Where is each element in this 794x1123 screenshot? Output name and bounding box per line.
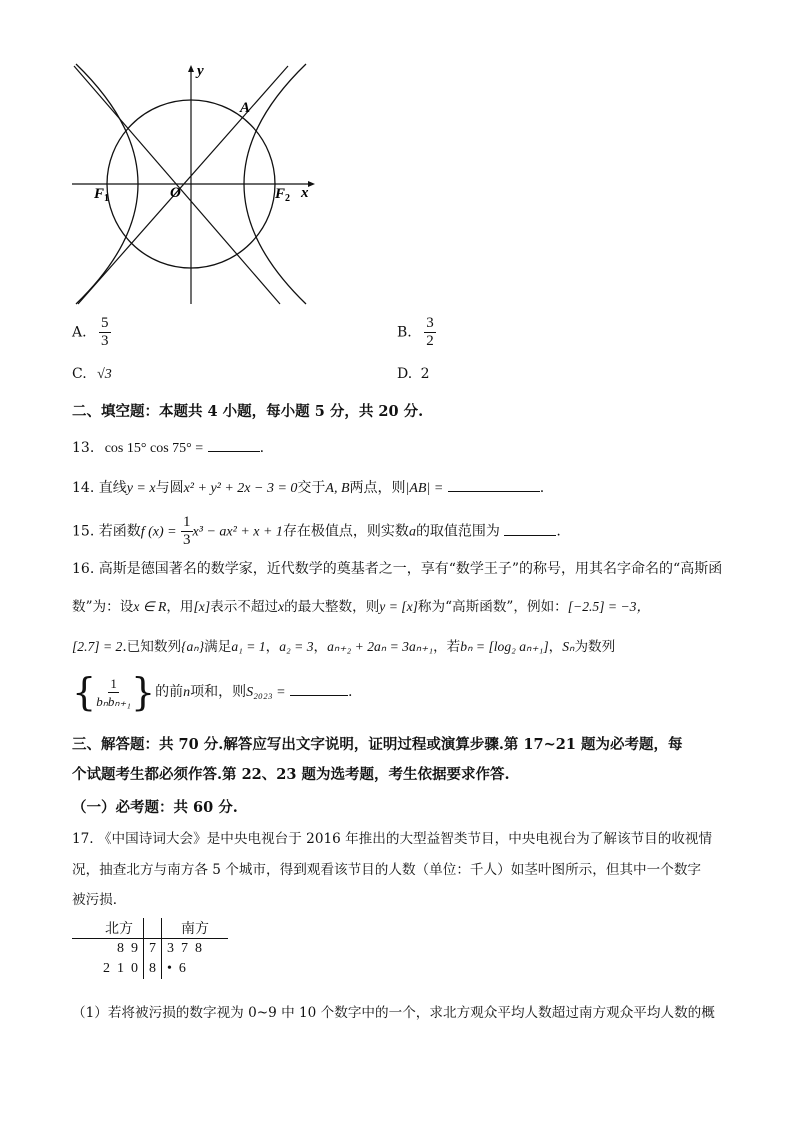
stem-leaf-plot xyxy=(72,918,228,979)
q16-fraction xyxy=(96,675,131,710)
q16-line2b: x ∈ R xyxy=(133,599,167,614)
q16-right-brace: } xyxy=(130,670,156,714)
q15-answer-blank[interactable] xyxy=(504,521,556,536)
q14-text4: 两点，则 xyxy=(349,480,406,496)
q16-line4b: n xyxy=(183,685,191,700)
q15-text2: 存在极值点，则实数 xyxy=(282,523,409,540)
row1-north: 8 9 xyxy=(117,941,138,956)
q16-line2d: [x] xyxy=(193,599,211,614)
option-d-label: D. xyxy=(397,366,413,382)
option-c-value: √3 xyxy=(97,367,112,382)
q16-line1-text: 高斯是德国著名的数学家，近代数学的奠基者之一，享有“数学王子”的称号，用其名字命名的“高斯函 xyxy=(98,561,723,577)
row2-north: 2 1 0 xyxy=(103,961,138,976)
option-a-fraction xyxy=(99,315,111,350)
q16-line3j: ，若 xyxy=(433,639,461,655)
q16-line2i: 称为“高斯函数”，例如： xyxy=(417,599,568,615)
f1-label: $F_1$ xyxy=(94,186,110,204)
q16-line4 xyxy=(72,670,353,714)
q15-fraction xyxy=(181,514,193,549)
option-b-label: B. xyxy=(397,324,412,341)
option-b-num: 3 xyxy=(426,315,434,331)
question-14 xyxy=(72,477,544,499)
q16-line2h: y = [x] xyxy=(379,599,418,614)
q14-line: y = x xyxy=(126,481,156,496)
q13-number: 13. xyxy=(72,440,95,456)
q16-line3a: [2.7] = 2 xyxy=(72,639,123,654)
option-c-label: C. xyxy=(72,366,87,382)
q16-line3h: ， xyxy=(313,639,328,655)
q15-expr: x³ − ax² + x + 1 xyxy=(192,524,283,540)
q14-text3: 交于 xyxy=(297,480,326,496)
q16-line3e: a₁ = 1 xyxy=(231,639,266,654)
q15-text1: 若函数 xyxy=(98,523,141,540)
option-c[interactable] xyxy=(72,364,112,385)
hyperbola-diagram xyxy=(70,60,320,310)
q14-text2: 与圆 xyxy=(155,480,184,496)
q16-line3m: Sₙ xyxy=(562,639,575,654)
option-d[interactable] xyxy=(397,364,430,384)
row2-stem: 8 xyxy=(144,959,162,979)
q15-num: 1 xyxy=(183,514,191,530)
x-label: x xyxy=(301,185,309,201)
stem-leaf-row xyxy=(72,939,228,960)
y-label: y xyxy=(197,63,204,79)
header-stem xyxy=(144,918,162,939)
option-b-den: 2 xyxy=(426,333,434,349)
q16-line4d: S₂₀₂₃ = xyxy=(246,685,286,700)
q17-part1: （1）若将被污损的数字视为 0~9 中 10 个数字中的一个，求北方观众平均人数超过南方观众平均人数的概 xyxy=(72,1005,715,1021)
section3-heading-line1: 三、解答题：共 70 分.解答应写出文字说明，证明过程或演算步骤.第 17~21 题为必考题，每 xyxy=(72,736,683,753)
q16-line3k: bₙ = [log₂ aₙ₊₁] xyxy=(460,639,549,654)
option-a-label: A. xyxy=(72,324,87,341)
q16-line3f: ， xyxy=(265,639,280,655)
header-south: 南方 xyxy=(162,918,229,939)
q13-expr: cos 15° cos 75° = xyxy=(104,441,204,456)
q14-number: 14. xyxy=(72,480,95,496)
q15-text3: 的取值范围为 xyxy=(415,523,500,540)
q14-circle: x² + y² + 2x − 3 = 0 xyxy=(183,481,298,496)
q14-answer-blank[interactable] xyxy=(448,477,540,492)
question-13 xyxy=(72,437,264,459)
q16-line3d: 满足 xyxy=(204,639,232,655)
q16-line2e: 表示不超过 xyxy=(210,599,279,615)
q14-points: A, B xyxy=(325,481,350,496)
question-15 xyxy=(72,514,561,549)
q17-line1: 17. 《中国诗词大会》是中央电视台于 2016 年推出的大型益智类节目，中央电视台为了解该节目的收视情 xyxy=(72,831,713,847)
q14-ab: |AB| = xyxy=(405,481,444,496)
section3-heading-line2: 个试题考生都必须作答.第 22、23 题为选考题，考生依据要求作答. xyxy=(72,766,510,783)
option-d-value: 2 xyxy=(420,366,430,382)
q16-line3c: {aₙ} xyxy=(181,639,205,654)
section2-heading: 二、填空题：本题共 4 小题，每小题 5 分，共 20 分. xyxy=(72,403,424,420)
q16-line2 xyxy=(72,597,650,617)
q16-line2g: 的最大整数，则 xyxy=(284,599,380,615)
x-axis-arrow xyxy=(308,181,315,187)
q16-line4c: 项和，则 xyxy=(190,684,247,700)
option-b-fraction xyxy=(424,315,436,350)
q16-line3n: 为数列 xyxy=(574,639,616,655)
q15-fx: f (x) = xyxy=(140,524,177,540)
option-b[interactable] xyxy=(397,315,436,350)
stem-leaf-row xyxy=(72,959,228,979)
option-a[interactable] xyxy=(72,315,111,350)
q16-line2f: x xyxy=(278,599,285,614)
q16-frac-num: 1 xyxy=(110,675,117,691)
q15-number: 15. xyxy=(72,523,95,540)
q17-line3: 被污损． xyxy=(72,892,127,908)
q15-end: . xyxy=(556,523,561,540)
option-a-den: 3 xyxy=(101,333,109,349)
q13-answer-blank[interactable] xyxy=(208,437,260,452)
q16-line3g: a₂ = 3 xyxy=(279,639,314,654)
q16-line2j: [−2.5] = −3， xyxy=(567,599,651,614)
stem-leaf-header xyxy=(72,918,228,939)
q16-frac-den: bₙbₙ₊₁ xyxy=(96,693,131,709)
q15-den: 3 xyxy=(183,532,191,548)
q17-line2: 况，抽查北方与南方各 5 个城市，得到观看该节目的人数（单位：千人）如茎叶图所示，但其中一个数字 xyxy=(72,862,702,878)
q14-text1: 直线 xyxy=(98,480,127,496)
point-a-label: A xyxy=(240,100,251,116)
q16-line2c: ，用 xyxy=(166,599,194,615)
hyperbola-figure xyxy=(70,60,320,314)
option-a-num: 5 xyxy=(101,315,109,331)
q15-a: a xyxy=(408,524,416,540)
q16-line2a: 数”为：设 xyxy=(72,599,134,615)
q16-line4e: . xyxy=(348,684,353,700)
q16-line3i: aₙ₊₂ + 2aₙ = 3aₙ₊₁ xyxy=(327,639,434,654)
q16-line3b: .已知数列 xyxy=(122,639,182,655)
row2-south: • 6 xyxy=(167,961,186,976)
origin-label: O xyxy=(170,185,181,201)
f2-label: $F_2$ xyxy=(275,186,291,204)
section3-subheading: （一）必考题：共 60 分. xyxy=(72,799,238,816)
q16-line3 xyxy=(72,637,615,657)
q16-line1 xyxy=(72,559,722,579)
row1-stem: 7 xyxy=(144,939,162,960)
stem-leaf-table xyxy=(72,918,228,979)
q16-line3l: ， xyxy=(548,639,563,655)
y-axis-arrow xyxy=(188,65,194,72)
q13-end: . xyxy=(259,440,265,456)
row1-south: 3 7 8 xyxy=(167,941,202,956)
q16-line4a: 的前 xyxy=(155,684,184,700)
q16-number: 16. xyxy=(72,561,95,577)
header-north: 北方 xyxy=(72,918,144,939)
q16-answer-blank[interactable] xyxy=(290,681,348,696)
q16-left-brace: { xyxy=(72,670,97,714)
q14-end: . xyxy=(539,480,545,496)
